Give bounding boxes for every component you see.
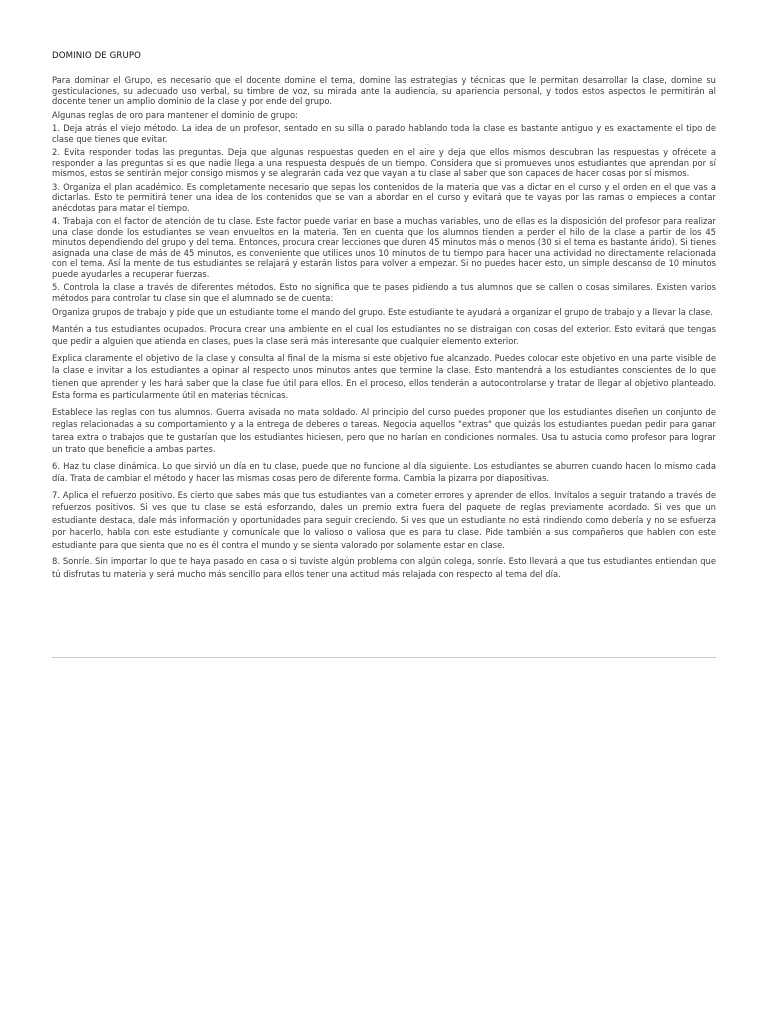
rule-6-paragraph: 6. Haz tu clase dinámica. Lo que sirvió un día en tu clase, puede que no funcione al día siguiente. Los estudiantes se aburren cuando hacen lo mismo cada día. Trata de cambiar el método y hacer las mismas cosas pero de diferente forma. Cambia la pizarra por diapositivas. [52,460,716,483]
rule-8-paragraph: 8. Sonríe. Sin importar lo que te haya pasado en casa o si tuviste algún problema con algún colega, sonríe. Esto llevará a que tus estudiantes entiendan que tú disfrutas tu materia y será mucho más sencillo para ellos tener una actitud más relajada con respecto al tema del día. [52,556,716,579]
rule-1-paragraph: 1. Deja atrás el viejo método. La idea de un profesor, sentado en su silla o parado hablando toda la clase es bastante antiguo y es exactamente el tipo de clase que tienes que evitar. [52,123,716,144]
document-title: DOMINIO DE GRUPO [52,51,142,61]
method-groups-paragraph: Organiza grupos de trabajo y pide que un estudiante tome el mando del grupo. Este estudiante te ayudará a organizar el grupo de trabajo y a llevar la clase. [52,307,713,317]
rule-4-paragraph: 4. Trabaja con el factor de atención de tu clase. Este factor puede variar en base a muchas variables, uno de ellas es la disposición del profesor para realizar una clase donde los estudiantes se vean envueltos en la materia. Ten en cuenta que los alumnos tienden a perder el hilo de la clase a partir de los 45 minutos dependiendo del grupo y del tema. Entonces, procura crear lecciones que duren 45 minutos más o menos (30 si el tema es bastante árido). Si tienes asignada una clase de más de 45 minutos, es conveniente que utilices unos 10 minutos de tu tiempo para hacer una actividad no directamente relacionada con el tema. Así la mente de tus estudiantes se relajará y estarán listos para volver a empezar. Si no puedes hacer esto, un simple descanso de 10 minutos puede ayudarles a recuperar fuerzas. [52,216,716,279]
rules-intro-paragraph: Algunas reglas de oro para mantener el dominio de grupo: [52,109,298,120]
method-rules-paragraph: Establece las reglas con tus alumnos. Guerra avisada no mata soldado. Al principio del curso puedes proponer que los estudiantes diseñen un conjunto de reglas relacionadas a su comportamiento y a la entrega de deberes o tareas. Negocia aquellos "extras" que quizás los estudiantes puedan pedir para ganar tarea extra o trabajos que te gustarían que los estudiantes hiciesen, pero que no harían en condiciones normales. Usa tu astucia como profesor para lograr un trato que beneficie a ambas partes. [52,406,716,454]
method-busy-paragraph: Mantén a tus estudiantes ocupados. Procura crear una ambiente en el cual los estudiantes no se distraigan con cosas del exterior. Esto evitará que tengas que pedir a alguien que atienda en clases, pues la clase será más interesante que cualquier elemento exterior. [52,323,716,346]
rule-5-paragraph: 5. Controla la clase a través de diferentes métodos. Esto no significa que te pases pidiendo a tus alumnos que se callen o cosas similares. Existen varios métodos para controlar tu clase sin que el alumnado se de cuenta: [52,282,716,303]
intro-paragraph: Para dominar el Grupo, es necesario que el docente domine el tema, domine las estrategias y técnicas que le permitan desarrollar la clase, domine su gesticulaciones, su adecuado uso verbal, su timbre de voz, su mirada ante la audiencia, su apariencia personal, y todos estos aspectos le permitirán al docente tener un amplio dominio de la clase y por ende del grupo. [52,75,716,106]
rule-7-paragraph: 7. Aplica el refuerzo positivo. Es cierto que sabes más que tus estudiantes van a cometer errores y aprender de ellos. Invítalos a seguir tratando a través de refuerzos positivos. Si ves que tu clase se está esforzando, dales un premio extra fuera del paquete de reglas previamente acordado. Si ves que un estudiante destaca, dale más información y oportunidades para seguir creciendo. Si ves que un estudiante no está rindiendo como debería y no se esfuerza por hacerlo, habla con este estudiante y comunícale que lo valioso o valiosa que es para tu clase. Pide también a sus compañeros que hablen con este estudiante para que sienta que no es él contra el mundo y se sienta valorado por solamente estar en clase. [52,489,716,550]
bottom-divider [52,657,716,658]
method-objective-paragraph: Explica claramente el objetivo de la clase y consulta al final de la misma si este objetivo fue alcanzado. Puedes colocar este objetivo en una parte visible de la clase e invitar a los estudiantes a opinar al respecto unos minutos antes que termine la clase. Esto mantendrá a los estudiantes conscientes de lo que tienen que aprender y les hará saber que la clase fue útil para ellos. En el proceso, ellos tenderán a autocontrolarse y tratar de llegar al objetivo planteado. Esta forma es particularmente útil en materias técnicas. [52,352,716,400]
document-page [52,50,716,584]
rule-2-paragraph: 2. Evita responder todas las preguntas. Deja que algunas respuestas queden en el aire y deja que ellos mismos descubran las respuestas y ofrécete a responder a las preguntas si es que nadie llega a una respuesta después de un tiempo. Considera que si promueves unos estudiantes que aprendan por sí mismos, estos se sentirán mejor consigo mismos y se alegrarán cada vez que vayan a tu clase al saber que son capaces de hacer cosas por sí mismos. [52,147,716,178]
rule-3-paragraph: 3. Organiza el plan académico. Es completamente necesario que sepas los contenidos de la materia que vas a dictar en el curso y el orden en el que vas a dictarlas. Esto te permitirá tener una idea de los contenidos que se van a abordar en el curso y evitará que te vayas por las ramas o empieces a contar anécdotas para matar el tiempo. [52,181,716,213]
